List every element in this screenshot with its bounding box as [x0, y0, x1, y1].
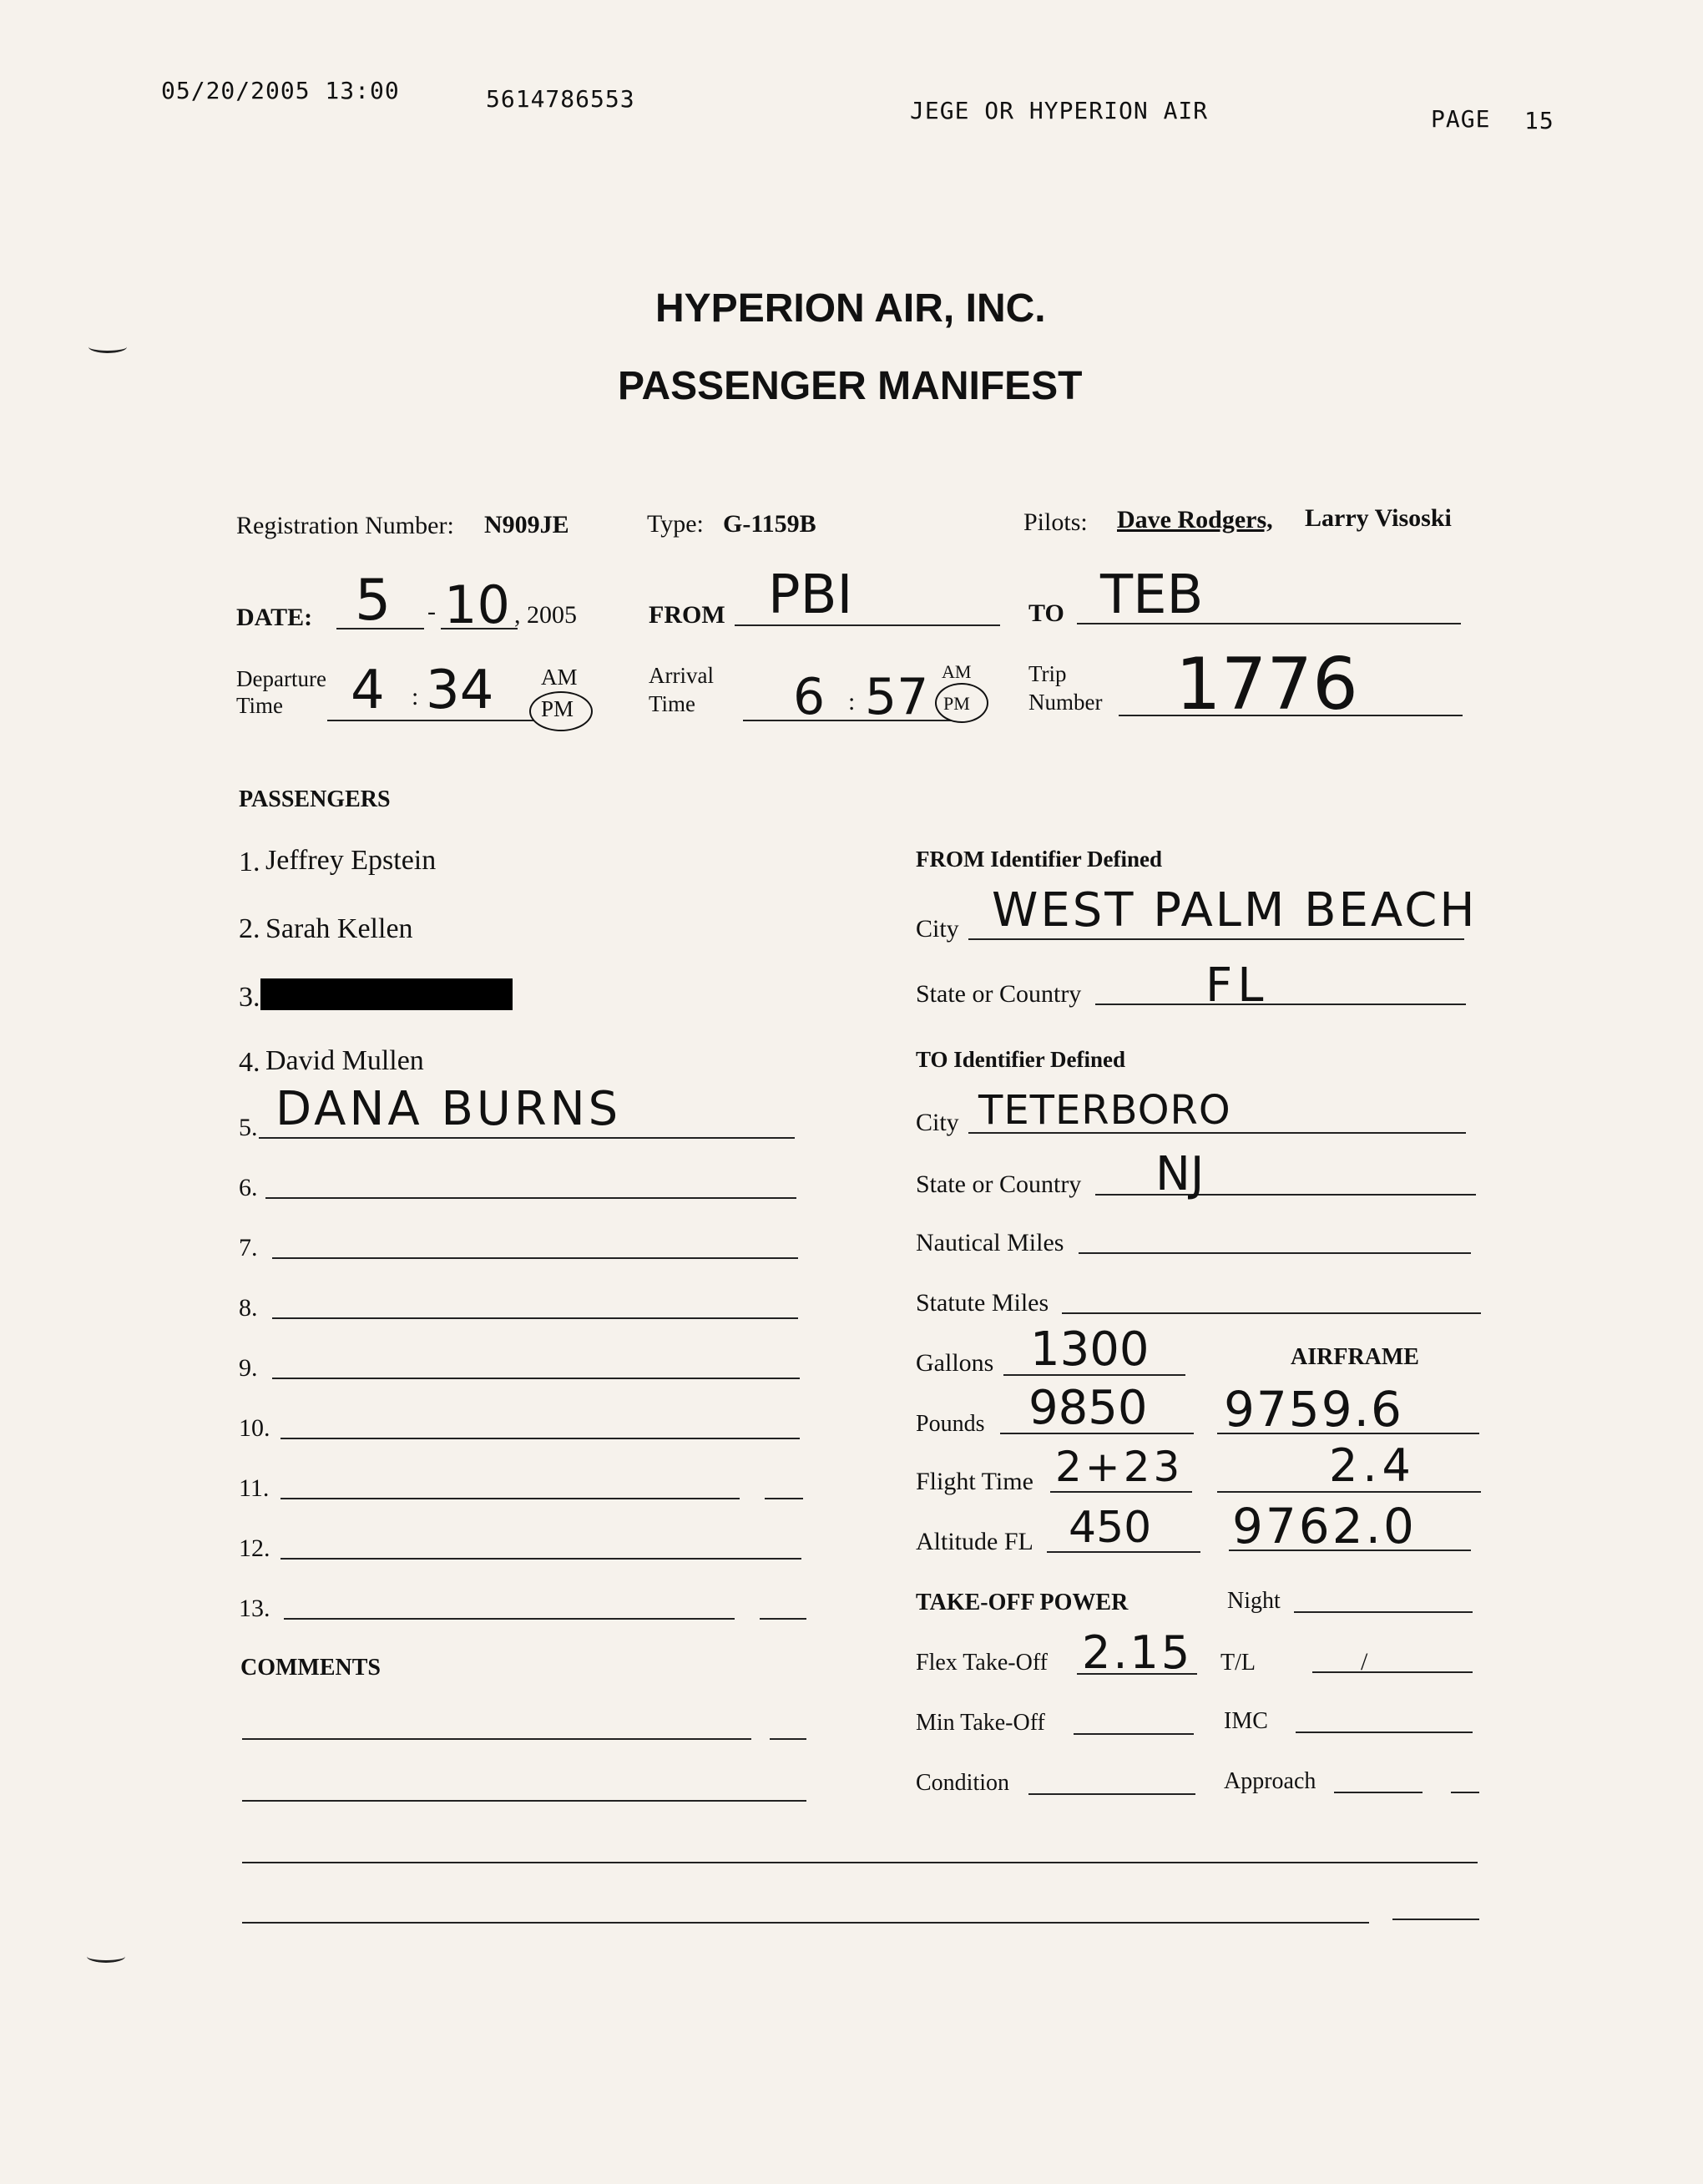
passenger-1: 1.: [239, 847, 260, 877]
from-label: FROM: [649, 601, 725, 629]
passenger-5: 5.: [239, 1114, 258, 1141]
from-value: PBI: [768, 564, 853, 626]
flex-takeoff-value: 2.15: [1082, 1626, 1193, 1679]
night-line: [1294, 1611, 1473, 1613]
to-state-line: [1095, 1194, 1476, 1196]
comments-line-1b: [770, 1738, 806, 1740]
approach-label: Approach: [1224, 1768, 1316, 1794]
tl-label: T/L: [1220, 1650, 1256, 1676]
passenger-10: 10.: [239, 1414, 270, 1442]
passenger-9: 9.: [239, 1354, 258, 1382]
flight-time-line: [1050, 1491, 1192, 1493]
altitude-value: 450: [1069, 1503, 1152, 1553]
date-label: DATE:: [236, 604, 313, 631]
condition-label: Condition: [916, 1770, 1010, 1796]
statute-miles-label: Statute Miles: [916, 1289, 1049, 1317]
passenger-5-name: DANA BURNS: [275, 1082, 622, 1136]
form-title: PASSENGER MANIFEST: [618, 364, 1083, 408]
nautical-miles-line: [1079, 1252, 1471, 1254]
to-state-value: NJ: [1155, 1147, 1205, 1201]
departure-label-1: Departure: [236, 666, 326, 691]
departure-hour: 4: [351, 660, 385, 721]
condition-line: [1028, 1793, 1195, 1795]
passenger-8: 8.: [239, 1294, 258, 1322]
flex-takeoff-label: Flex Take-Off: [916, 1650, 1048, 1676]
departure-colon: :: [412, 683, 419, 710]
passenger-11-line: [280, 1498, 740, 1499]
airframe-2-value: 2.4: [1329, 1439, 1416, 1492]
tl-line: [1312, 1671, 1473, 1673]
passenger-4-name: David Mullen: [265, 1045, 424, 1076]
night-label: Night: [1227, 1588, 1281, 1614]
departure-min: 34: [426, 660, 494, 721]
altitude-label: Altitude FL: [916, 1528, 1033, 1555]
passenger-7: 7.: [239, 1234, 258, 1261]
trip-label-1: Trip: [1028, 661, 1067, 686]
passenger-3: 3.: [239, 982, 260, 1013]
imc-line: [1296, 1732, 1473, 1733]
passenger-6: 6.: [239, 1174, 258, 1201]
nautical-miles-label: Nautical Miles: [916, 1229, 1064, 1256]
date-dash: -: [427, 598, 436, 625]
takeoff-power-label: TAKE-OFF POWER: [916, 1590, 1129, 1615]
date-month: 5: [355, 568, 392, 634]
airframe-3-value: 9762.0: [1232, 1498, 1417, 1555]
trip-number: 1776: [1175, 643, 1358, 726]
departure-label-2: Time: [236, 693, 284, 718]
pilot-1: Dave Rodgers,: [1117, 506, 1273, 533]
arrival-am: AM: [942, 661, 972, 682]
flight-time-label: Flight Time: [916, 1468, 1033, 1495]
scan-mark-1: [88, 341, 127, 353]
to-city-label: City: [916, 1109, 959, 1136]
arrival-label-1: Arrival: [649, 663, 714, 688]
to-value: TEB: [1100, 564, 1204, 626]
arrival-label-2: Time: [649, 691, 696, 716]
comments-line-4: [242, 1922, 1369, 1924]
arrival-min: 57: [865, 668, 929, 726]
to-label: TO: [1028, 599, 1064, 627]
departure-pm: PM: [541, 696, 574, 721]
passenger-7-line: [272, 1257, 798, 1259]
from-state-value: FL: [1205, 958, 1269, 1013]
tl-slash: /: [1361, 1648, 1368, 1676]
comments-line-2: [242, 1800, 806, 1802]
fax-datetime: 05/20/2005 13:00: [161, 77, 400, 104]
fax-phone: 5614786553: [486, 85, 635, 113]
arrival-pm: PM: [943, 693, 970, 714]
from-state-line: [1095, 1004, 1466, 1005]
trip-label-2: Number: [1028, 690, 1103, 715]
gallons-value: 1300: [1030, 1322, 1150, 1377]
passenger-11: 11.: [239, 1474, 270, 1502]
type-value: G-1159B: [723, 510, 816, 538]
type-label: Type:: [647, 510, 704, 538]
passenger-13-line-b: [760, 1618, 806, 1620]
from-city-value: WEST PALM BEACH: [992, 883, 1478, 938]
pilot-2: Larry Visoski: [1305, 504, 1452, 532]
fax-page-number: 15: [1524, 107, 1554, 134]
comments-line-4b: [1392, 1919, 1479, 1920]
passenger-11-line-b: [765, 1498, 803, 1499]
departure-am: AM: [541, 665, 578, 690]
pilots-label: Pilots:: [1023, 508, 1088, 536]
comments-heading: COMMENTS: [240, 1655, 381, 1681]
passenger-12: 12.: [239, 1534, 270, 1562]
passenger-9-line: [272, 1378, 800, 1379]
passenger-6-line: [265, 1197, 796, 1199]
passenger-13-line: [284, 1618, 735, 1620]
registration-label: Registration Number:: [236, 512, 454, 539]
passenger-5-line: [259, 1137, 795, 1139]
passenger-13: 13.: [239, 1595, 270, 1622]
date-day: 10: [444, 574, 510, 635]
pounds-label: Pounds: [916, 1411, 985, 1437]
airframe-label: AIRFRAME: [1291, 1344, 1419, 1370]
passenger-12-line: [280, 1558, 801, 1560]
date-year: , 2005: [514, 601, 577, 629]
min-takeoff-label: Min Take-Off: [916, 1710, 1045, 1736]
to-state-label: State or Country: [916, 1170, 1082, 1198]
from-city-label: City: [916, 915, 959, 943]
imc-label: IMC: [1224, 1708, 1268, 1734]
comments-line-3: [242, 1862, 1478, 1863]
flight-time-value: 2+23: [1055, 1443, 1184, 1491]
from-city-line: [968, 938, 1464, 940]
approach-line: [1334, 1792, 1423, 1793]
passenger-1-name: Jeffrey Epstein: [265, 845, 437, 876]
company-name: HYPERION AIR, INC.: [655, 286, 1046, 331]
passenger-10-line: [280, 1438, 800, 1439]
arrival-hour: 6: [793, 668, 826, 726]
approach-line-b: [1451, 1792, 1479, 1793]
from-state-label: State or Country: [916, 980, 1082, 1008]
passenger-2: 2.: [239, 913, 260, 944]
scan-mark-2: [87, 1950, 125, 1963]
pounds-value: 9850: [1028, 1381, 1148, 1435]
registration-value: N909JE: [484, 511, 569, 538]
passengers-heading: PASSENGERS: [239, 786, 391, 812]
statute-miles-line: [1062, 1312, 1481, 1314]
arrival-colon: :: [848, 688, 856, 715]
to-identifier-heading: TO Identifier Defined: [916, 1047, 1126, 1072]
min-takeoff-line: [1074, 1733, 1194, 1735]
airframe-1-value: 9759.6: [1224, 1381, 1403, 1438]
fax-sender: JEGE OR HYPERION AIR: [910, 97, 1209, 124]
comments-line-1: [242, 1738, 751, 1740]
redaction-bar: [260, 978, 513, 1010]
from-identifier-heading: FROM Identifier Defined: [916, 847, 1162, 872]
gallons-label: Gallons: [916, 1349, 994, 1377]
passenger-8-line: [272, 1317, 798, 1319]
to-city-value: TETERBORO: [978, 1087, 1231, 1134]
passenger-2-name: Sarah Kellen: [265, 913, 413, 944]
passenger-4: 4.: [239, 1047, 260, 1078]
fax-page-label: PAGE: [1431, 105, 1491, 133]
